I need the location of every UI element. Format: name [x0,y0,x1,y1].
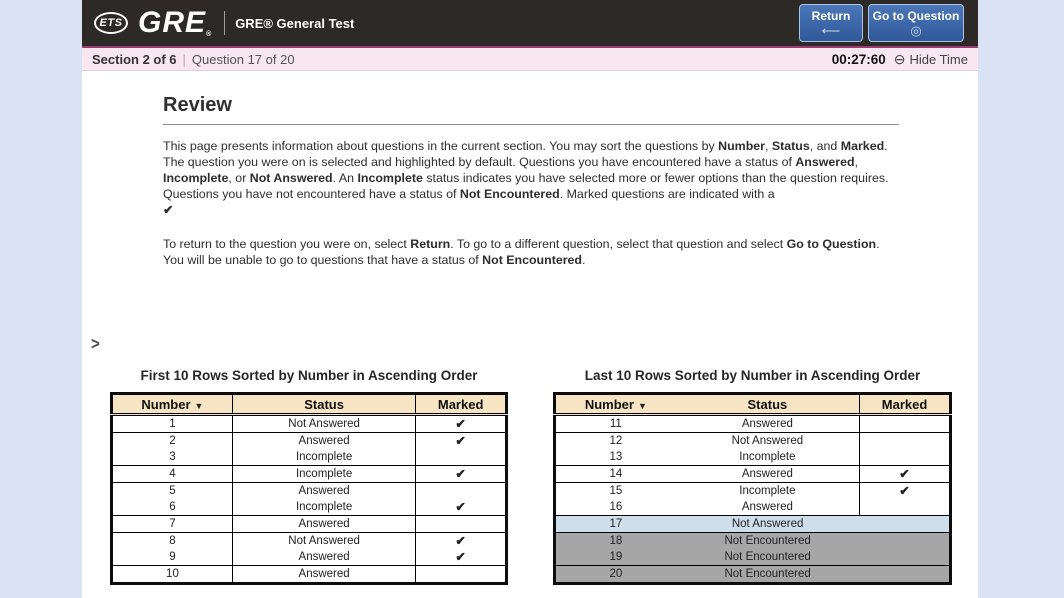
table-row-question-2[interactable] [112,433,507,450]
cell-number: 1 [112,415,233,433]
app-title: GRE® General Test [235,15,355,31]
cell-status: Not Answered [676,433,860,450]
column-label: Status [304,396,344,412]
cell-status: Not Answered [232,533,415,550]
cell-number: 13 [555,449,676,466]
ets-logo [94,12,128,34]
column-label: Number [141,396,191,412]
table-row-question-13[interactable] [555,449,951,466]
table-row-question-4[interactable] [112,466,507,483]
cell-marked [860,566,951,584]
last-table-title: Last 10 Rows Sorted by Number in Ascending Order [584,368,921,383]
cell-status: Answered [676,415,860,433]
first-rows-table-block [110,368,508,585]
review-instructions-2: To return to the question you were on, select Return. To go to a different question, select that question and select Go to Question. You will be unable to go to questions that have a status of Not Encountered. [163,237,880,267]
brand-area [94,0,354,46]
cell-marked [860,516,951,533]
timer-area [832,52,968,67]
cell-number: 2 [112,433,233,450]
cell-number: 17 [555,516,676,533]
cell-status: Incomplete [232,466,415,483]
go-to-question-button[interactable] [868,4,964,42]
cell-number: 3 [112,449,233,466]
cell-number: 9 [112,549,233,566]
table-row-question-10[interactable] [112,566,507,584]
cell-status: Not Answered [676,516,860,533]
cell-marked [416,516,507,533]
header-buttons [799,4,964,42]
column-header-number[interactable] [112,394,233,415]
go-to-question-label: Go to Question [872,8,960,23]
cell-marked [860,549,951,566]
table-row-question-14[interactable] [555,466,951,483]
table-row-question-6[interactable] [112,499,507,516]
cell-number: 6 [112,499,233,516]
cell-status: Answered [232,433,415,450]
cell-number: 8 [112,533,233,550]
cell-marked: ✔ [416,466,507,483]
question-label: Question 17 of 20 [191,51,295,67]
cell-status: Answered [232,549,415,566]
left-arrow-icon: ⟵ [821,22,841,38]
cell-number: 11 [555,415,676,433]
column-header-status[interactable] [676,394,860,415]
table-row-question-11[interactable] [555,415,951,433]
first-rows-table [110,392,508,585]
cell-number: 19 [555,549,676,566]
cell-marked: ✔ [416,549,507,566]
table-row-question-5[interactable] [112,483,507,500]
table-row-question-7[interactable] [112,516,507,533]
timer-value: 00:27:60 [831,51,886,67]
section-bar [82,48,978,71]
cell-status: Answered [676,499,860,516]
review-section [163,94,899,286]
cell-status: Incomplete [232,499,415,516]
column-header-number[interactable] [555,394,676,415]
table-row-question-9[interactable] [112,549,507,566]
cell-status: Answered [232,566,415,584]
table-row-question-16[interactable] [555,499,951,516]
cell-marked [860,499,951,516]
cell-status: Incomplete [676,483,860,500]
top-header [82,0,978,46]
cell-number: 5 [112,483,233,500]
cell-status: Answered [676,466,860,483]
brand-divider [224,11,225,35]
cell-marked: ✔ [455,434,466,448]
cell-marked: ✔ [416,499,507,516]
table-row-question-12[interactable] [555,433,951,450]
chevron-right-icon[interactable]: > [91,334,100,355]
cell-number: 12 [609,435,623,447]
cell-marked: ✔ [899,484,910,498]
cell-number: 20 [555,566,676,584]
return-button[interactable] [799,4,863,42]
cell-number: 7 [112,516,233,533]
hide-time-toggle[interactable] [894,52,968,67]
cell-status: Answered [232,483,415,500]
cell-number: 4 [112,466,233,483]
sort-descending-icon: ▼ [194,400,204,411]
table-row-question-17[interactable] [555,516,951,533]
column-header-marked[interactable] [416,394,507,415]
return-button-label: Return [811,8,851,23]
last-rows-table [553,392,952,585]
cell-number: 14 [555,466,676,483]
section-info [92,52,295,67]
column-header-status[interactable] [232,394,415,415]
first-table-title: First 10 Rows Sorted by Number in Ascending Order [140,368,478,383]
column-label: Marked [437,396,484,412]
cell-status: Not Encountered [676,549,860,566]
cell-marked: ✔ [860,466,951,483]
ets-logo-text: ETS [99,17,123,29]
column-label: Status [747,396,788,412]
last-rows-table-block [553,368,952,585]
page-title: Review [163,94,232,116]
cell-status: Not Encountered [676,533,860,550]
section-separator: | [182,51,186,67]
registered-mark: ® [206,31,213,38]
table-row-question-18 [555,533,951,550]
table-row-question-15[interactable] [555,483,951,500]
cell-marked [860,433,951,450]
cell-marked [860,449,951,466]
app-window [82,0,978,598]
table-header-row [112,394,507,415]
cell-number: 16 [555,499,676,516]
section-label: Section 2 of 6 [92,51,177,67]
clock-minus-icon: ⊖ [893,51,906,67]
review-instructions-1: This page presents information about questions in the current section. You may sort the questions by Number, Status, and Marked. The question you were on is selected and highlighted by default. Questions you have encountered have a status of Answered, Incomplete, or Not Answered. An Incomplete status indicates you have selected more or fewer options than the question requires. Questions you have not encountered have a status of Not Encountered. Marked questions are indicated with a ✔ [163,139,889,217]
target-icon: ◎ [910,22,922,38]
table-row-question-8[interactable] [112,533,507,550]
cell-marked: ✔ [455,534,466,548]
sort-descending-icon: ▼ [637,400,647,411]
cell-marked [416,566,507,584]
cell-marked [416,449,507,466]
cell-status: Not Encountered [676,566,860,584]
table-header-row [555,394,951,415]
column-label: Number [584,396,634,412]
cell-status: Not Answered [232,415,415,433]
cell-marked [416,483,507,500]
cell-status: Incomplete [232,449,415,466]
cell-marked [860,533,951,550]
cell-status: Incomplete [676,449,860,466]
gre-logo: GRE® [138,6,213,39]
title-rule [163,124,899,125]
table-row-question-20 [555,566,951,584]
cell-number: 18 [555,533,676,550]
column-header-marked[interactable] [860,394,951,415]
hide-time-label: Hide Time [909,51,968,67]
table-row-question-3[interactable] [112,449,507,466]
cell-status: Answered [232,516,415,533]
cell-marked: ✔ [416,415,507,433]
table-row-question-19 [555,549,951,566]
table-row-question-1[interactable] [112,415,507,433]
cell-number: 10 [112,566,233,584]
cell-number: 15 [609,485,623,497]
column-label: Marked [881,396,928,412]
cell-marked [860,415,951,433]
